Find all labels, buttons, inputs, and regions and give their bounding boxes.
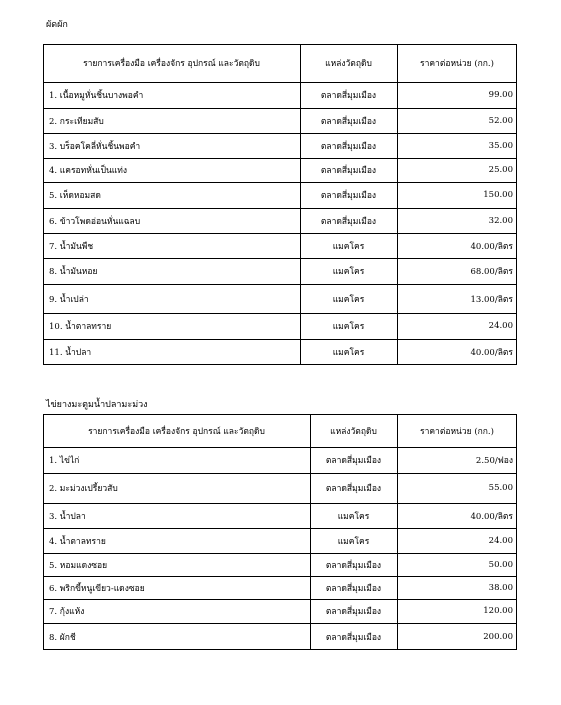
cell-item: 10. น้ำตาลทราย <box>49 322 112 332</box>
cell-source: ตลาดสี่มุมเมือง <box>325 632 382 643</box>
table-row <box>43 339 517 365</box>
cell-item: 6. พริกขี้หนูเขียว-แดงซอย <box>49 583 145 594</box>
column-divider <box>397 44 398 365</box>
cell-source: แมคโคร <box>332 294 365 305</box>
table-row <box>43 528 517 553</box>
cell-source: แมคโคร <box>337 511 370 522</box>
table-row <box>43 553 517 576</box>
cell-price: 40.00/ลิตร <box>470 348 513 358</box>
column-divider <box>397 414 398 650</box>
cell-price: 24.00 <box>488 321 513 331</box>
cell-source: แมคโคร <box>332 348 365 358</box>
cell-item: 7. น้ำมันพืช <box>49 241 94 252</box>
row-divider <box>43 82 517 83</box>
cell-item: 2. มะม่วงเปรี้ยวสับ <box>49 484 118 494</box>
header-item: รายการเครื่องมือ เครื่องจักร อุปกรณ์ และวัตถุดิบ <box>88 426 265 437</box>
cell-source: แมคโคร <box>332 322 365 332</box>
row-divider <box>43 158 517 159</box>
cell-item: 3. น้ำปลา <box>49 511 86 522</box>
cell-item: 1. ไข่ไก่ <box>49 456 80 466</box>
cell-price: 38.00 <box>488 582 513 593</box>
ingredients-table-stir-fried-vegetables <box>43 44 517 365</box>
cell-source: ตลาดสี่มุมเมือง <box>325 484 382 494</box>
row-divider <box>43 623 517 624</box>
cell-source: ตลาดสี่มุมเมือง <box>320 216 377 227</box>
cell-price: 2.50/ฟอง <box>475 456 513 466</box>
header-source: แหล่งวัตถุดิบ <box>330 426 377 437</box>
cell-price: 40.00/ลิตร <box>470 241 513 252</box>
cell-item: 11. น้ำปลา <box>49 348 92 358</box>
table-row <box>43 82 517 108</box>
table-header-row <box>43 414 517 447</box>
table-row <box>43 447 517 473</box>
header-price: ราคาต่อหน่วย (กก.) <box>420 426 494 437</box>
cell-price: 150.00 <box>483 190 513 200</box>
cell-item: 6. ข้าวโพดอ่อนหั่นแฉลบ <box>49 216 141 227</box>
cell-item: 1. เนื้อหมูหั่นชิ้นบางพอคำ <box>49 91 144 101</box>
cell-source: ตลาดสี่มุมเมือง <box>320 191 377 201</box>
cell-source: ตลาดสี่มุมเมือง <box>320 166 377 176</box>
row-divider <box>43 182 517 183</box>
cell-source: ตลาดสี่มุมเมือง <box>325 456 382 466</box>
cell-price: 68.00/ลิตร <box>470 267 513 277</box>
table-header-row <box>43 44 517 82</box>
row-divider <box>43 473 517 474</box>
row-divider <box>43 447 517 448</box>
cell-source: แมคโคร <box>332 241 365 252</box>
cell-source: ตลาดสี่มุมเมือง <box>320 116 377 127</box>
cell-source: ตลาดสี่มุมเมือง <box>325 583 382 594</box>
cell-source: แมคโคร <box>337 536 370 547</box>
cell-price: 50.00 <box>488 559 513 570</box>
cell-item: 5. เห็ดหอมสด <box>49 191 101 201</box>
table-row <box>43 284 517 313</box>
row-divider <box>43 133 517 134</box>
row-divider <box>43 576 517 577</box>
table-row <box>43 599 517 623</box>
cell-price: 25.00 <box>488 165 513 175</box>
header-item: รายการเครื่องมือ เครื่องจักร อุปกรณ์ และวัตถุดิบ <box>83 59 260 69</box>
cell-source: ตลาดสี่มุมเมือง <box>325 560 382 571</box>
table-row <box>43 108 517 133</box>
table-row <box>43 623 517 650</box>
cell-price: 99.00 <box>488 90 513 100</box>
section-title-soft-boiled-egg-mango-fish-sauce: ไข่ยางมะตูมน้ำปลามะม่วง <box>46 400 148 410</box>
column-divider <box>300 44 301 365</box>
cell-source: แมคโคร <box>332 267 365 277</box>
row-divider <box>43 599 517 600</box>
cell-price: 24.00 <box>488 535 513 546</box>
cell-source: ตลาดสี่มุมเมือง <box>325 607 382 617</box>
header-price: ราคาต่อหน่วย (กก.) <box>420 59 494 69</box>
table-row <box>43 258 517 284</box>
row-divider <box>43 108 517 109</box>
cell-item: 7. กุ้งแห้ง <box>49 607 85 617</box>
cell-price: 35.00 <box>488 140 513 151</box>
cell-item: 3. บร็อคโคลี่หั่นชิ้นพอคำ <box>49 141 141 152</box>
cell-price: 32.00 <box>488 215 513 226</box>
column-divider <box>310 414 311 650</box>
cell-item: 5. หอมแดงซอย <box>49 560 108 571</box>
table-row <box>43 576 517 599</box>
cell-price: 200.00 <box>483 631 513 642</box>
row-divider <box>43 258 517 259</box>
table-row <box>43 503 517 528</box>
row-divider <box>43 313 517 314</box>
cell-price: 40.00/ลิตร <box>470 511 513 522</box>
table-row <box>43 233 517 258</box>
table-row <box>43 158 517 182</box>
cell-item: 9. น้ำเปล่า <box>49 294 89 305</box>
cell-price: 55.00 <box>488 483 513 493</box>
cell-item: 4. น้ำตาลทราย <box>49 536 106 547</box>
table-row <box>43 473 517 503</box>
table-row <box>43 182 517 208</box>
cell-item: 2. กระเทียมสับ <box>49 116 104 127</box>
cell-item: 4. แครอทหั่นเป็นแท่ง <box>49 166 128 176</box>
table-row <box>43 313 517 339</box>
row-divider <box>43 553 517 554</box>
cell-item: 8. ผักชี <box>49 632 76 643</box>
section-title-stir-fried-vegetables: ผัดผัก <box>46 20 68 30</box>
cell-item: 8. น้ำมันหอย <box>49 267 98 277</box>
row-divider <box>43 339 517 340</box>
row-divider <box>43 284 517 285</box>
ingredients-table-soft-boiled-egg-mango <box>43 414 517 650</box>
table-row <box>43 208 517 233</box>
table-row <box>43 133 517 158</box>
header-source: แหล่งวัตถุดิบ <box>325 59 372 69</box>
row-divider <box>43 208 517 209</box>
cell-price: 120.00 <box>483 606 513 616</box>
cell-source: ตลาดสี่มุมเมือง <box>320 91 377 101</box>
row-divider <box>43 233 517 234</box>
cell-price: 52.00 <box>488 115 513 126</box>
cell-price: 13.00/ลิตร <box>470 294 513 305</box>
row-divider <box>43 528 517 529</box>
cell-source: ตลาดสี่มุมเมือง <box>320 141 377 152</box>
row-divider <box>43 503 517 504</box>
